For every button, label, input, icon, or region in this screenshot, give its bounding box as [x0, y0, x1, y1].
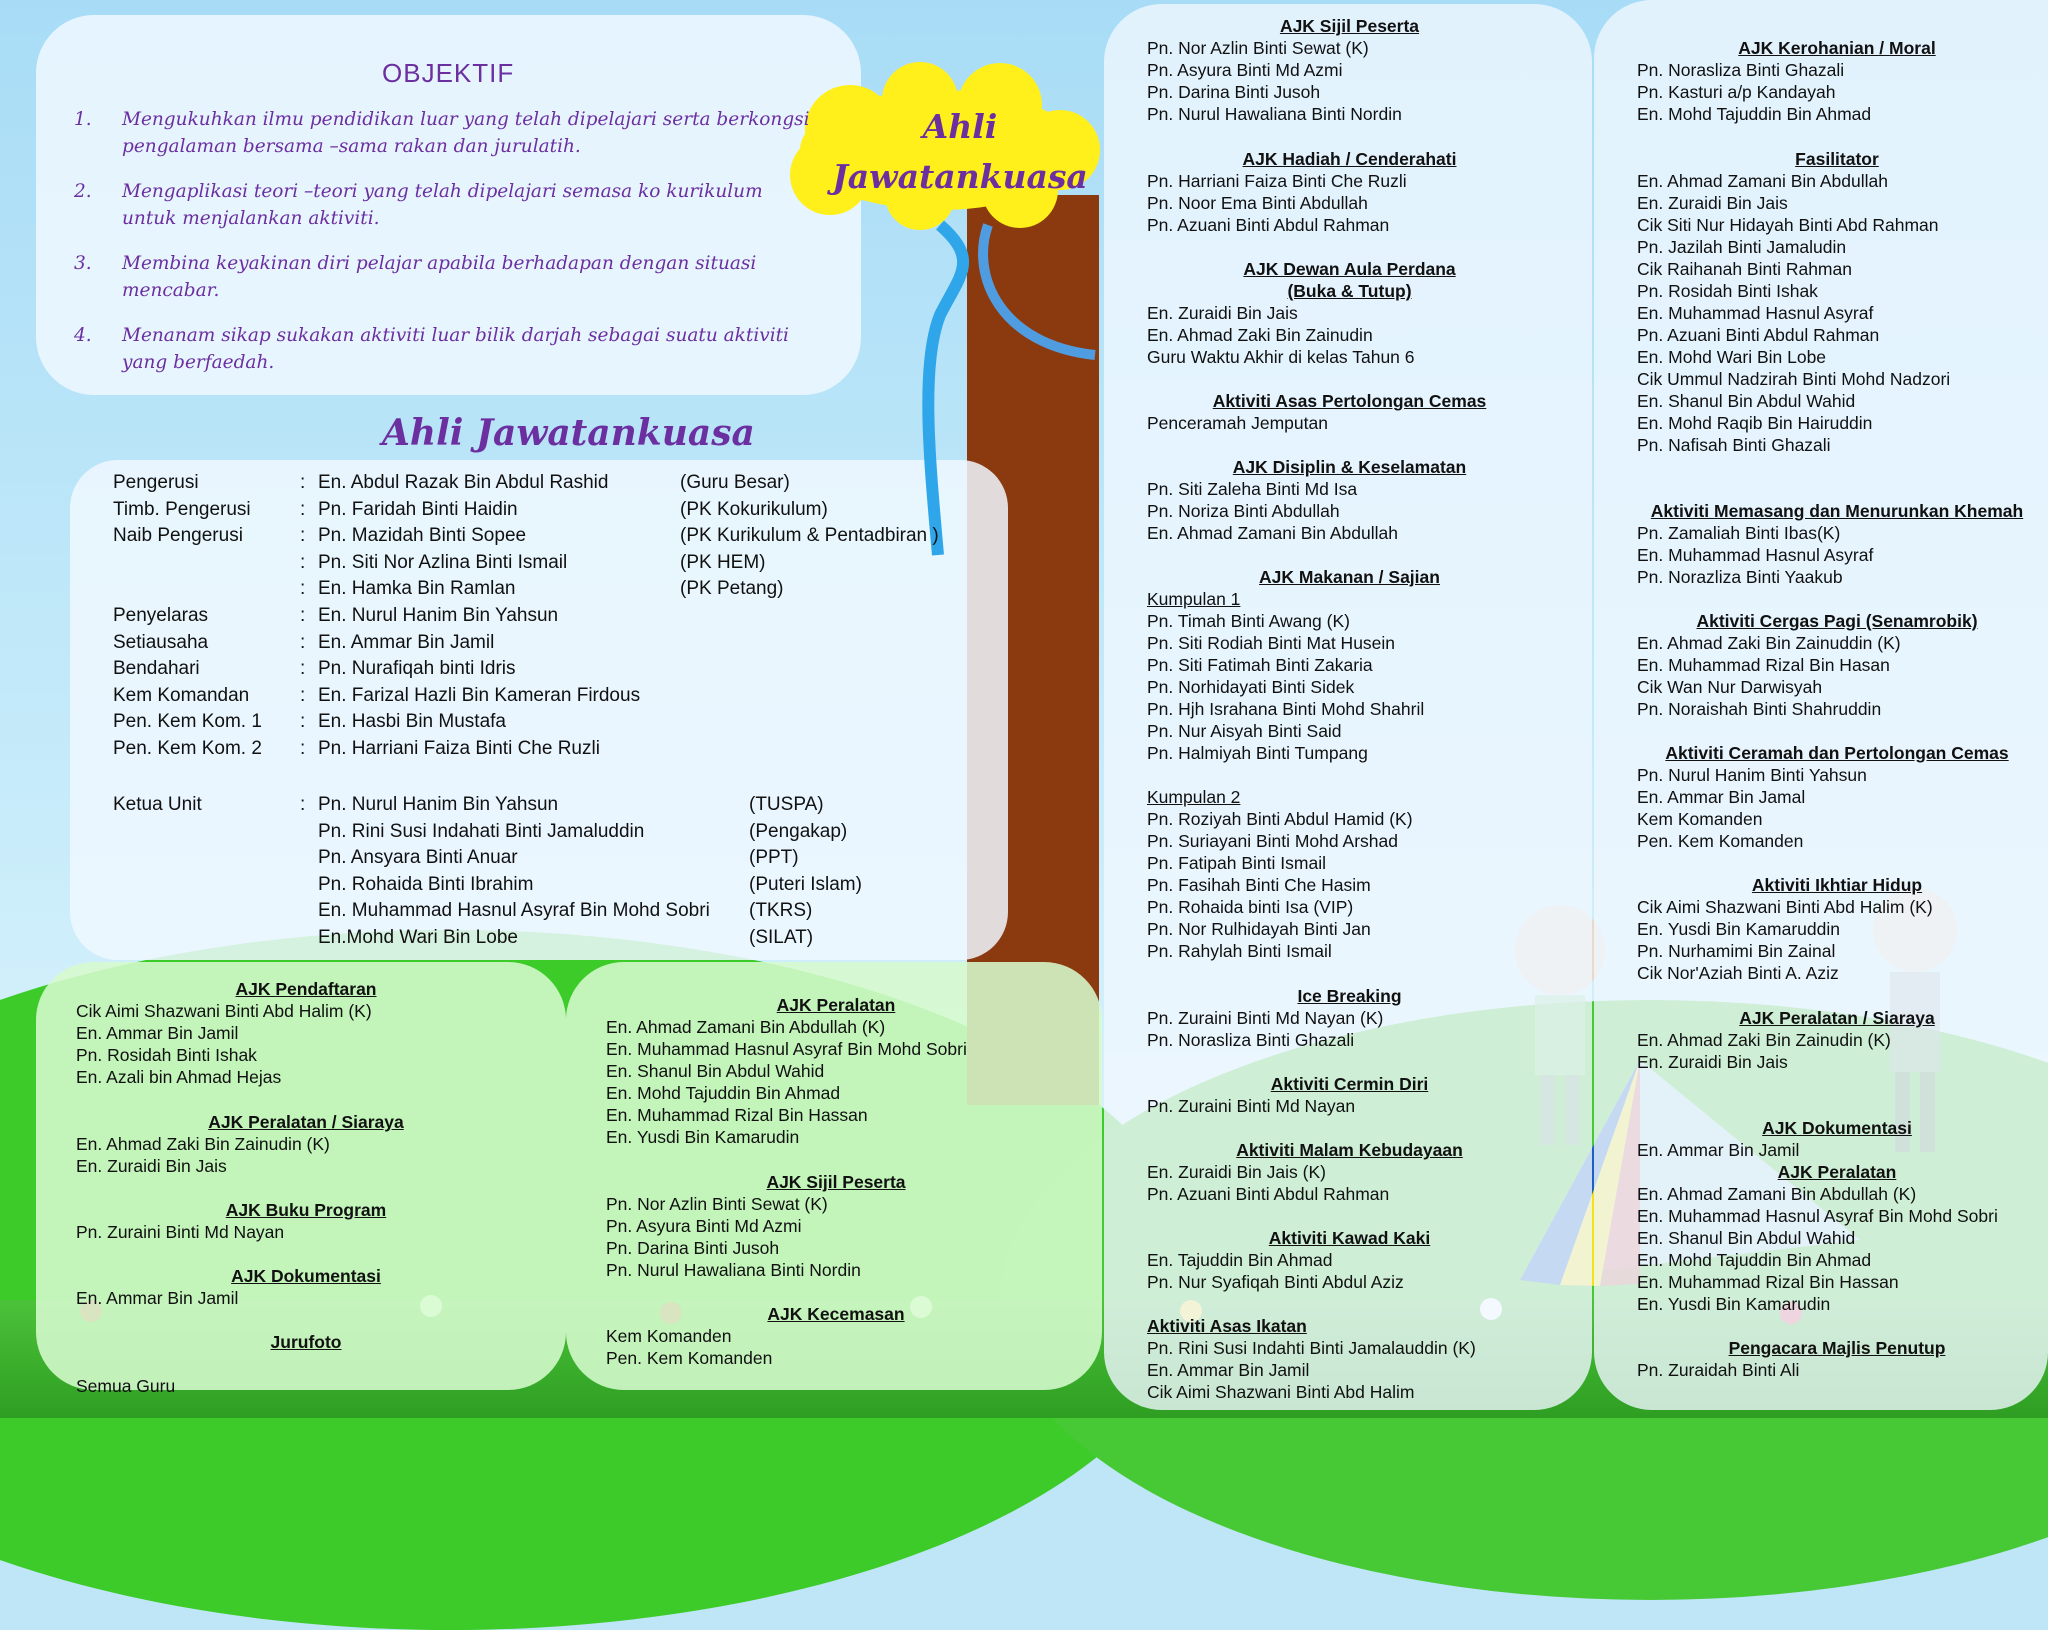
committee-row: [0, 709, 1000, 735]
member-name: Kem Komanden: [1637, 809, 1763, 829]
member-name: Pn. Timah Binti Awang (K): [1147, 611, 1350, 631]
member-name: Cik Siti Nur Hidayah Binti Abd Rahman: [1637, 215, 1939, 235]
member-name: En. Muhammad Rizal Bin Hassan: [1637, 1272, 1899, 1292]
section-heading: Aktiviti Cermin Diri: [1270, 1074, 1429, 1094]
colon: :: [300, 551, 306, 573]
member-name: En. Ammar Bin Jamil: [318, 631, 495, 653]
committee-section: [76, 1265, 536, 1309]
committee-section: [1637, 874, 2037, 984]
unit-row: [0, 845, 1000, 871]
member-name: Pn. Azuani Binti Abdul Rahman: [1637, 325, 1880, 345]
role-label: Naib Pengerusi: [113, 525, 243, 547]
member-name: En. Zuraidi Bin Jais: [76, 1156, 227, 1176]
member-name: Pn. Halmiyah Binti Tumpang: [1147, 743, 1368, 763]
member-name: Pn. Rohaida binti Isa (VIP): [1147, 897, 1354, 917]
section-heading: AJK Peralatan / Siaraya: [1739, 1008, 1935, 1028]
role-label: Timb. Pengerusi: [113, 498, 251, 520]
subgroup-label: Kumpulan 1: [1147, 589, 1241, 609]
role-label: Ketua Unit: [113, 794, 202, 815]
member-name: En. Mohd Tajuddin Bin Ahmad: [1637, 1250, 1872, 1270]
member-name: En. Ahmad Zamani Bin Abdullah: [1637, 171, 1888, 191]
committee-row: [0, 497, 1000, 523]
committee-row: [0, 470, 1000, 496]
role-label: Setiausaha: [113, 631, 209, 653]
committee-section: [1637, 500, 2037, 588]
member-name: Cik Aimi Shazwani Binti Abd Halim (K): [1637, 897, 1933, 917]
member-name: En. Azali bin Ahmad Hejas: [76, 1067, 282, 1087]
member-name: Pn. Harriani Faiza Binti Che Ruzli: [318, 738, 600, 759]
member-name: En. Muhammad Hasnul Asyraf Bin Mohd Sobri: [318, 900, 710, 922]
member-name: Pn. Rosidah Binti Ishak: [1637, 281, 1818, 301]
section-heading: Aktiviti Ikhtiar Hidup: [1751, 875, 1923, 895]
unit-row: [0, 819, 1000, 845]
member-name: Pn. Ansyara Binti Anuar: [318, 847, 518, 869]
member-name: Pn. Zuraini Binti Md Nayan: [76, 1222, 285, 1242]
committee-section: [1637, 1337, 2037, 1381]
section-heading: AJK Sijil Peserta: [766, 1172, 906, 1192]
member-name: En. Muhammad Hasnul Asyraf: [1637, 303, 1874, 323]
member-name: Semua Guru: [76, 1376, 176, 1396]
member-name: Pn. Nurhamimi Bin Zainal: [1637, 941, 1836, 961]
member-name: Pn. Siti Zaleha Binti Md Isa: [1147, 479, 1358, 499]
member-name: Pn. Noor Ema Binti Abdullah: [1147, 193, 1368, 213]
member-name: En.Mohd Wari Bin Lobe: [318, 927, 518, 948]
section-heading: AJK Peralatan: [1777, 1162, 1897, 1182]
member-name: [76, 1353, 536, 1375]
member-name: Pn. Kasturi a/p Kandayah: [1637, 82, 1836, 102]
member-name: En. Muhammad Hasnul Asyraf Bin Mohd Sobri: [1637, 1206, 1998, 1226]
member-name: En. Ammar Bin Jamil: [1147, 1360, 1310, 1380]
unit-name: (TUSPA): [749, 794, 824, 815]
section-heading: Fasilitator: [1795, 149, 1879, 169]
member-name: En. Ahmad Zaki Bin Zainuddin (K): [1637, 633, 1901, 653]
member-name: En. Tajuddin Bin Ahmad: [1147, 1250, 1333, 1270]
section-heading: AJK Dokumentasi: [231, 1266, 381, 1286]
unit-name: (Pengakap): [749, 820, 848, 842]
committee-heading: Ahli Jawatankuasa: [382, 412, 755, 454]
committee-section: [1637, 148, 2037, 456]
section-heading: AJK Pendaftaran: [235, 979, 377, 999]
member-position: (PK Petang): [680, 578, 784, 600]
cloud-title-line2: Jawatankuasa: [832, 157, 1088, 196]
member-name: En. Muhammad Rizal Bin Hasan: [1637, 655, 1890, 675]
member-name: En. Zuraidi Bin Jais: [1637, 193, 1788, 213]
member-name: En. Mohd Wari Bin Lobe: [1637, 347, 1827, 367]
member-name: Pn. Asyura Binti Md Azmi: [606, 1216, 802, 1236]
committee-section: [76, 978, 536, 1088]
member-name: Kem Komanden: [606, 1326, 732, 1346]
member-name: En. Abdul Razak Bin Abdul Rashid: [318, 472, 609, 493]
member-name: En. Ahmad Zamani Bin Abdullah (K): [606, 1017, 886, 1037]
committee-row: [0, 550, 1000, 576]
unit-name: (Puteri Islam): [749, 873, 862, 895]
member-name: Pn. Noriza Binti Abdullah: [1147, 501, 1340, 521]
member-name: En. Yusdi Bin Kamaruddin: [1637, 919, 1841, 939]
role-label: Kem Komandan: [113, 684, 250, 706]
section-heading: Aktiviti Malam Kebudayaan: [1236, 1140, 1463, 1160]
member-name: Pn. Nor Azlin Binti Sewat (K): [606, 1194, 828, 1214]
member-name: En. Ahmad Zamani Bin Abdullah (K): [1637, 1184, 1917, 1204]
unit-row: [0, 898, 1000, 924]
unit-row: [0, 925, 1000, 951]
colon: :: [300, 684, 306, 706]
committee-section: [1637, 610, 2037, 720]
subgroup-label: Kumpulan 2: [1147, 787, 1241, 807]
unit-name: (PPT): [749, 847, 799, 869]
committee-section: [1147, 456, 1552, 544]
member-name: Pn. Nur Syafiqah Binti Abdul Aziz: [1147, 1272, 1404, 1292]
committee-section: [606, 1171, 1066, 1281]
section-heading: AJK Disiplin & Keselamatan: [1232, 457, 1467, 477]
objektif-item: [70, 106, 810, 160]
member-name: En. Yusdi Bin Kamarudin: [606, 1127, 800, 1147]
committee-section: [1147, 15, 1552, 125]
member-name: En. Yusdi Bin Kamarudin: [1637, 1294, 1831, 1314]
member-name: Pn. Azuani Binti Abdul Rahman: [1147, 215, 1390, 235]
committee-section: [606, 1303, 1066, 1369]
section-heading: Aktiviti Kawad Kaki: [1268, 1228, 1431, 1248]
committee-section: [1147, 1315, 1552, 1403]
member-name: En. Farizal Hazli Bin Kameran Firdous: [318, 684, 641, 706]
member-name: Pn. Darina Binti Jusoh: [606, 1238, 780, 1258]
member-name: Pn. Norazliza Binti Yaakub: [1637, 567, 1843, 587]
section-heading: Pengacara Majlis Penutup: [1728, 1338, 1946, 1358]
member-name: Pn. Nur Aisyah Binti Said: [1147, 721, 1342, 741]
member-name: Pen. Kem Komanden: [606, 1348, 773, 1368]
item-text: Menanam sikap sukakan aktiviti luar bilik darjah sebagai suatu aktiviti yang berfaedah.: [122, 325, 789, 373]
member-name: Pn. Zuraidah Binti Ali: [1637, 1360, 1800, 1380]
member-name: Pn. Fatipah Binti Ismail: [1147, 853, 1326, 873]
member-name: En. Muhammad Hasnul Asyraf Bin Mohd Sobri: [606, 1039, 967, 1059]
member-name: Pn. Azuani Binti Abdul Rahman: [1147, 1184, 1390, 1204]
unit-row: [0, 872, 1000, 898]
member-name: Pn. Zuraini Binti Md Nayan (K): [1147, 1008, 1384, 1028]
member-name: Pn. Norasliza Binti Ghazali: [1147, 1030, 1355, 1050]
item-text: Mengaplikasi teori –teori yang telah dipelajari semasa ko kurikulum untuk menjalankan aktiviti.: [122, 181, 763, 229]
section-heading: Ice Breaking: [1297, 986, 1402, 1006]
unit-name: (TKRS): [749, 900, 813, 922]
colon: :: [300, 711, 306, 733]
member-name: Pn. Nurul Hanim Bin Yahsun: [318, 794, 559, 815]
member-name: En. Ahmad Zaki Bin Zainudin (K): [76, 1134, 330, 1154]
committee-row: [0, 576, 1000, 602]
member-name: Pn. Nafisah Binti Ghazali: [1637, 435, 1831, 455]
colon: :: [300, 578, 306, 600]
member-name: Guru Waktu Akhir di kelas Tahun 6: [1147, 347, 1415, 367]
member-name: Pn. Asyura Binti Md Azmi: [1147, 60, 1343, 80]
section-heading: Aktiviti Ceramah dan Pertolongan Cemas: [1665, 743, 2009, 763]
section-heading: AJK Makanan / Sajian: [1259, 567, 1440, 587]
member-name: Pn. Nurul Hawaliana Binti Nordin: [606, 1260, 861, 1280]
member-name: Pn. Suriayani Binti Mohd Arshad: [1147, 831, 1398, 851]
member-name: En. Ammar Bin Jamil: [76, 1288, 239, 1308]
colon: :: [300, 794, 306, 815]
item-number: 4.: [74, 325, 92, 346]
committee-row: [0, 523, 1000, 549]
committee-section: [1637, 1007, 2037, 1073]
member-name: Cik Aimi Shazwani Binti Abd Halim: [1147, 1382, 1415, 1402]
committee-section: [1147, 786, 1552, 962]
unit-name: (SILAT): [749, 927, 814, 948]
member-name: Pn. Nor Rulhidayah Binti Jan: [1147, 919, 1371, 939]
member-name: Pn. Siti Fatimah Binti Zakaria: [1147, 655, 1373, 675]
committee-section: [76, 1111, 536, 1177]
member-name: Pn. Zamaliah Binti Ibas(K): [1637, 523, 1841, 543]
committee-section: [606, 994, 1066, 1148]
member-name: En. Ammar Bin Jamal: [1637, 787, 1806, 807]
member-name: En. Mohd Raqib Bin Hairuddin: [1637, 413, 1873, 433]
item-number: 3.: [74, 253, 92, 274]
committee-section: [1147, 258, 1552, 368]
section-heading: AJK Kerohanian / Moral: [1738, 38, 1936, 58]
section-heading: AJK Dokumentasi: [1762, 1118, 1912, 1138]
member-position: (PK HEM): [680, 551, 766, 573]
colon: :: [300, 498, 306, 520]
member-name: Pn. Fasihah Binti Che Hasim: [1147, 875, 1371, 895]
member-name: En. Zuraidi Bin Jais (K): [1147, 1162, 1326, 1182]
colon: :: [300, 738, 306, 759]
committee-section: [1147, 1227, 1552, 1293]
committee-section: [1147, 148, 1552, 236]
objektif-list: [70, 106, 810, 394]
member-name: Pn. Mazidah Binti Sopee: [318, 525, 527, 547]
colon: :: [300, 658, 306, 680]
committee-row: [0, 603, 1000, 629]
role-label: Pen. Kem Kom. 1: [113, 711, 262, 733]
committee-section: [76, 1331, 536, 1397]
objektif-item: [70, 250, 810, 304]
member-name: Pn. Rahylah Binti Ismail: [1147, 941, 1332, 961]
member-name: Pn. Nurafiqah binti Idris: [318, 658, 516, 680]
committee-section: [76, 1199, 536, 1243]
member-name: En. Shanul Bin Abdul Wahid: [606, 1061, 825, 1081]
member-name: En. Ahmad Zaki Bin Zainudin: [1147, 325, 1373, 345]
member-name: Cik Ummul Nadzirah Binti Mohd Nadzori: [1637, 369, 1951, 389]
member-name: Pn. Noraishah Binti Shahruddin: [1637, 699, 1882, 719]
member-name: Pn. Nurul Hanim Binti Yahsun: [1637, 765, 1867, 785]
member-name: Pn. Norasliza Binti Ghazali: [1637, 60, 1845, 80]
committee-section: [1637, 742, 2037, 852]
member-name: Pn. Siti Nor Azlina Binti Ismail: [318, 551, 568, 573]
committee-section: [1147, 1139, 1552, 1205]
member-name: Pn. Rini Susi Indahti Binti Jamalauddin (K): [1147, 1338, 1476, 1358]
section-heading: Jurufoto: [270, 1332, 342, 1352]
committee-row: [0, 683, 1000, 709]
member-name: Pn. Rini Susi Indahati Binti Jamaluddin: [318, 820, 645, 842]
role-label: Bendahari: [113, 658, 200, 680]
member-name: En. Zuraidi Bin Jais: [1147, 303, 1298, 323]
committee-section: [1637, 37, 2037, 125]
member-name: Pen. Kem Komanden: [1637, 831, 1804, 851]
committee-section: [1147, 985, 1552, 1051]
member-name: Pn. Norhidayati Binti Sidek: [1147, 677, 1355, 697]
section-heading: (Buka & Tutup): [1287, 281, 1412, 301]
cloud-title-line1: Ahli: [922, 107, 998, 146]
member-position: (PK Kokurikulum): [680, 498, 828, 520]
member-name: En. Hasbi Bin Mustafa: [318, 711, 506, 733]
member-name: En. Ahmad Zaki Bin Zainudin (K): [1637, 1030, 1891, 1050]
section-heading: AJK Hadiah / Cenderahati: [1242, 149, 1457, 169]
member-name: En. Muhammad Rizal Bin Hassan: [606, 1105, 868, 1125]
member-name: Pn. Roziyah Binti Abdul Hamid (K): [1147, 809, 1413, 829]
member-name: Pn. Harriani Faiza Binti Che Ruzli: [1147, 171, 1407, 191]
section-heading: AJK Sijil Peserta: [1279, 16, 1420, 36]
item-number: 1.: [74, 109, 92, 130]
member-name: En. Mohd Tajuddin Bin Ahmad: [606, 1083, 841, 1103]
role-label: Pen. Kem Kom. 2: [113, 738, 262, 759]
member-name: En. Ahmad Zamani Bin Abdullah: [1147, 523, 1398, 543]
member-name: Cik Nor'Aziah Binti A. Aziz: [1637, 963, 1839, 983]
section-heading: AJK Peralatan: [776, 995, 896, 1015]
member-name: Pn. Nurul Hawaliana Binti Nordin: [1147, 104, 1402, 124]
member-name: En. Mohd Tajuddin Bin Ahmad: [1637, 104, 1872, 124]
item-text: Membina keyakinan diri pelajar apabila berhadapan dengan situasi mencabar.: [122, 253, 757, 301]
colon: :: [300, 631, 306, 653]
member-name: En. Zuraidi Bin Jais: [1637, 1052, 1788, 1072]
committee-section: [1637, 1161, 2037, 1315]
objektif-item: [70, 178, 810, 232]
member-name: Cik Wan Nur Darwisyah: [1637, 677, 1823, 697]
section-heading: Aktiviti Memasang dan Menurunkan Khemah: [1650, 501, 2024, 521]
colon: :: [300, 472, 306, 493]
objektif-item: [70, 322, 810, 376]
committee-section: [1147, 1073, 1552, 1117]
member-name: Cik Raihanah Binti Rahman: [1637, 259, 1852, 279]
cloud-title: [820, 102, 1100, 202]
member-name: En. Nurul Hanim Bin Yahsun: [318, 605, 559, 626]
member-name: Pn. Jazilah Binti Jamaludin: [1637, 237, 1847, 257]
member-name: Pn. Darina Binti Jusoh: [1147, 82, 1321, 102]
section-heading: Aktiviti Asas Ikatan: [1147, 1316, 1307, 1336]
colon: :: [300, 605, 306, 626]
committee-section: [1637, 1117, 2037, 1161]
committee-row: [0, 656, 1000, 682]
member-name: Penceramah Jemputan: [1147, 413, 1328, 433]
member-name: Pn. Hjh Israhana Binti Mohd Shahril: [1147, 699, 1425, 719]
member-name: En. Ammar Bin Jamil: [76, 1023, 239, 1043]
item-number: 2.: [74, 181, 92, 202]
colon: :: [300, 525, 306, 547]
objektif-title: OBJEKTIF: [382, 58, 515, 88]
member-position: (PK Kurikulum & Pentadbiran ): [680, 525, 939, 547]
member-name: Pn. Zuraini Binti Md Nayan: [1147, 1096, 1356, 1116]
member-name: En. Shanul Bin Abdul Wahid: [1637, 1228, 1856, 1248]
role-label: Penyelaras: [113, 605, 209, 626]
member-name: En. Shanul Bin Abdul Wahid: [1637, 391, 1856, 411]
role-label: Pengerusi: [113, 472, 199, 493]
member-name: En. Muhammad Hasnul Asyraf: [1637, 545, 1874, 565]
section-heading: AJK Buku Program: [225, 1200, 387, 1220]
item-text: Mengukuhkan ilmu pendidikan luar yang telah dipelajari serta berkongsi pengalaman bersama –sama rakan dan jurulatih.: [122, 109, 810, 157]
member-name: Pn. Nor Azlin Binti Sewat (K): [1147, 38, 1369, 58]
section-heading: AJK Dewan Aula Perdana: [1243, 259, 1456, 279]
member-name: En. Ammar Bin Jamil: [1637, 1140, 1800, 1160]
member-name: Cik Aimi Shazwani Binti Abd Halim (K): [76, 1001, 372, 1021]
member-name: Pn. Siti Rodiah Binti Mat Husein: [1147, 633, 1396, 653]
section-heading: Aktiviti Cergas Pagi (Senamrobik): [1696, 611, 1978, 631]
member-name: Pn. Rohaida Binti Ibrahim: [318, 873, 534, 895]
member-position: (Guru Besar): [680, 472, 790, 493]
committee-row: [0, 736, 1000, 762]
member-name: Pn. Rosidah Binti Ishak: [76, 1045, 257, 1065]
section-heading: Aktiviti Asas Pertolongan Cemas: [1212, 391, 1487, 411]
committee-row: [0, 630, 1000, 656]
committee-section: [1147, 390, 1552, 434]
member-name: En. Hamka Bin Ramlan: [318, 578, 516, 600]
member-name: Pn. Faridah Binti Haidin: [318, 498, 518, 520]
committee-section: [1147, 566, 1552, 764]
section-heading: AJK Peralatan / Siaraya: [208, 1112, 404, 1132]
section-heading: AJK Kecemasan: [767, 1304, 905, 1324]
unit-row: [0, 792, 1000, 818]
